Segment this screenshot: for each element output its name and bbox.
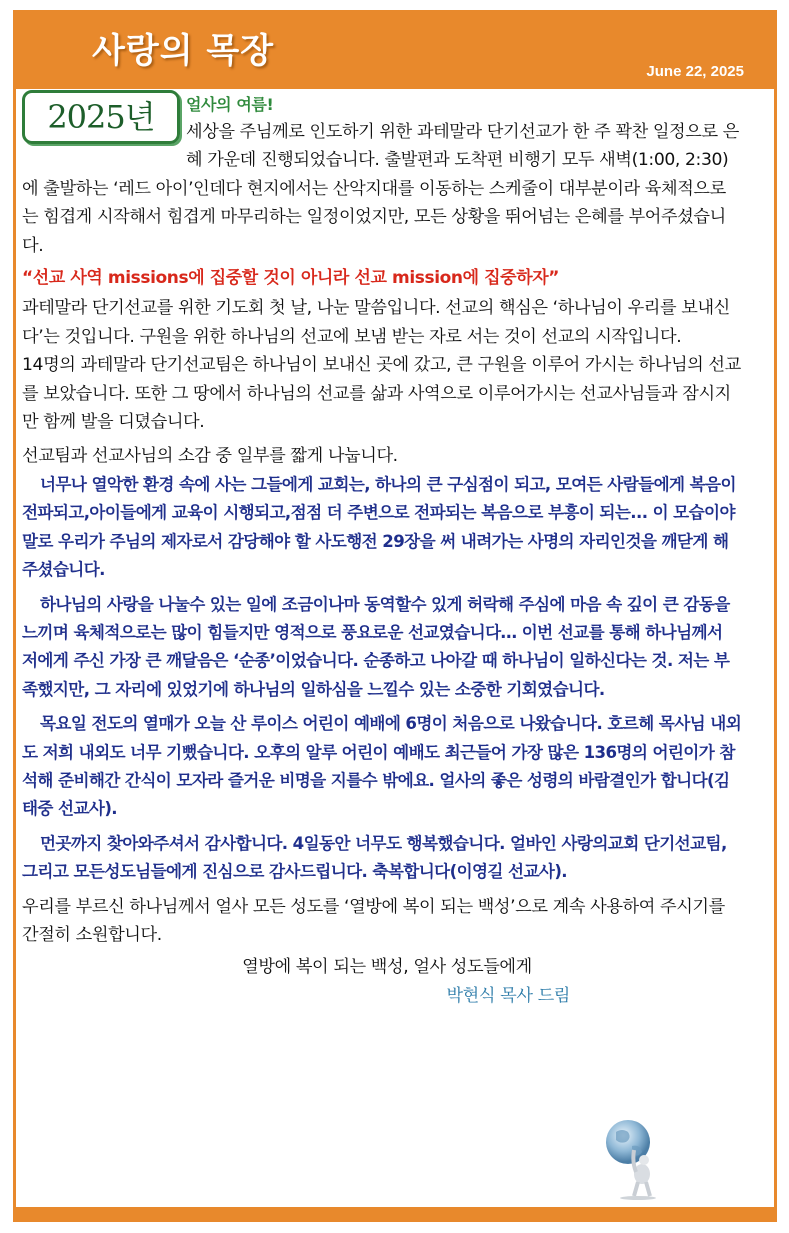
testimony-2: 하나님의 사랑을 나눌수 있는 일에 조금이나마 동역할수 있게 허락해 주심에 마음 속 깊이 큰 감동을 느끼며 육체적으로는 많이 힘들지만 영적으로 풍요로운 선교였습니다… 이번 선교를 통해 하나님께서 저에게 주신 가장 큰 깨달음은 ‘순종’이었습니다. 순종하고 나아갈 때 하나님이 일하신다는 것. 저는 부족했지만, 그 자리에 있었기에 하나님의 일하심을 느낄수 있는 소중한 기회였습니다. (22, 594, 730, 699)
testimony-3: 목요일 전도의 열매가 오늘 산 루이스 어린이 예배에 6명이 처음으로 나왔습니다. 호르헤 목사님 내외도 저희 내외도 너무 기뻤습니다. 오후의 알루 어린이 예배도 최근들어 가장 많은 136명의 어린이가 참석해 준비해간 간식이 모자라 즐거운 비명을 지를수 밖에요. 얼사의 좋은 성령의 바람결인가 합니다(김태중 선교사). (22, 714, 742, 819)
article-body (22, 92, 742, 1010)
closing-greeting: 열방에 복이 되는 백성, 얼사 성도들에게 (242, 957, 532, 978)
highlight-quote: “선교 사역 missions에 집중할 것이 아니라 선교 mission에 집중하자” (22, 268, 560, 289)
article-subtitle: 얼사의 여름! (186, 95, 274, 114)
globe-figure-icon (598, 1116, 664, 1200)
paragraph-prayer-meeting: 과테말라 단기선교를 위한 기도회 첫 날, 나눈 말씀입니다. 선교의 핵심은 ‘하나님이 우리를 보내신다’는 것입니다. 구원을 위한 하나님의 선교에 보냄 받는 자로 서는 것이 선교의 시작입니다. (22, 298, 730, 347)
paragraph-closing-prayer: 우리를 부르신 하나님께서 얼사 모든 성도를 ‘열방에 복이 되는 백성’으로 계속 사용하여 주시기를 간절히 소원합니다. (22, 896, 725, 945)
header-banner (16, 13, 774, 89)
paragraph-testimony-intro: 선교팀과 선교사님의 소감 중 일부를 짧게 나눕니다. (22, 446, 398, 467)
testimony-1: 너무나 열악한 환경 속에 사는 그들에게 교회는, 하나의 큰 구심점이 되고, 모여든 사람들에게 복음이 전파되고,아이들에게 교육이 시행되고,점점 더 주변으로 전파되는 복음으로 부흥이 되는... 이 모습이야말로 우리가 주님의 제자로서 감당해야 할 사도행전 29장을 써 내려가는 사명의 자리인것을 깨닫게 해 주셨습니다. (22, 474, 736, 580)
year-badge: 2025년 (22, 90, 180, 144)
footer-bar (16, 1207, 774, 1219)
page-title: 사랑의 목장 (92, 31, 275, 71)
testimony-4: 먼곳까지 찾아와주셔서 감사합니다. 4일동안 너무도 행복했습니다. 얼바인 사랑의교회 단기선교팀, 그리고 모든성도님들에게 진심으로 감사드립니다. 축복합니다(이영길 선교사). (22, 833, 727, 882)
paragraph-mission-team: 14명의 과테말라 단기선교팀은 하나님이 보내신 곳에 갔고, 큰 구원을 이루어 가시는 하나님의 선교를 보았습니다. 또한 그 땅에서 하나님의 선교를 삶과 사역으로 이루어가시는 선교사님들과 잠시지만 함께 발을 디뎠습니다. (22, 355, 741, 433)
issue-date: June 22, 2025 (646, 63, 744, 80)
intro-paragraph: 세상을 주님께로 인도하기 위한 과테말라 단기선교가 한 주 꽉찬 일정으로 은혜 가운데 진행되었습니다. 출발편과 도착편 비행기 모두 새벽(1:00, 2:30)에 출발하는 ‘레드 아이’인데다 현지에서는 산악지대를 이동하는 스케줄이 대부분이라 육체적으로는 힘겹게 시작해서 힘겹게 마무리하는 일정이었지만, 모든 상황을 뛰어넘는 은혜를 부어주셨습니다. (22, 122, 739, 256)
pastor-signature: 박현식 목사 드림 (446, 985, 570, 1006)
